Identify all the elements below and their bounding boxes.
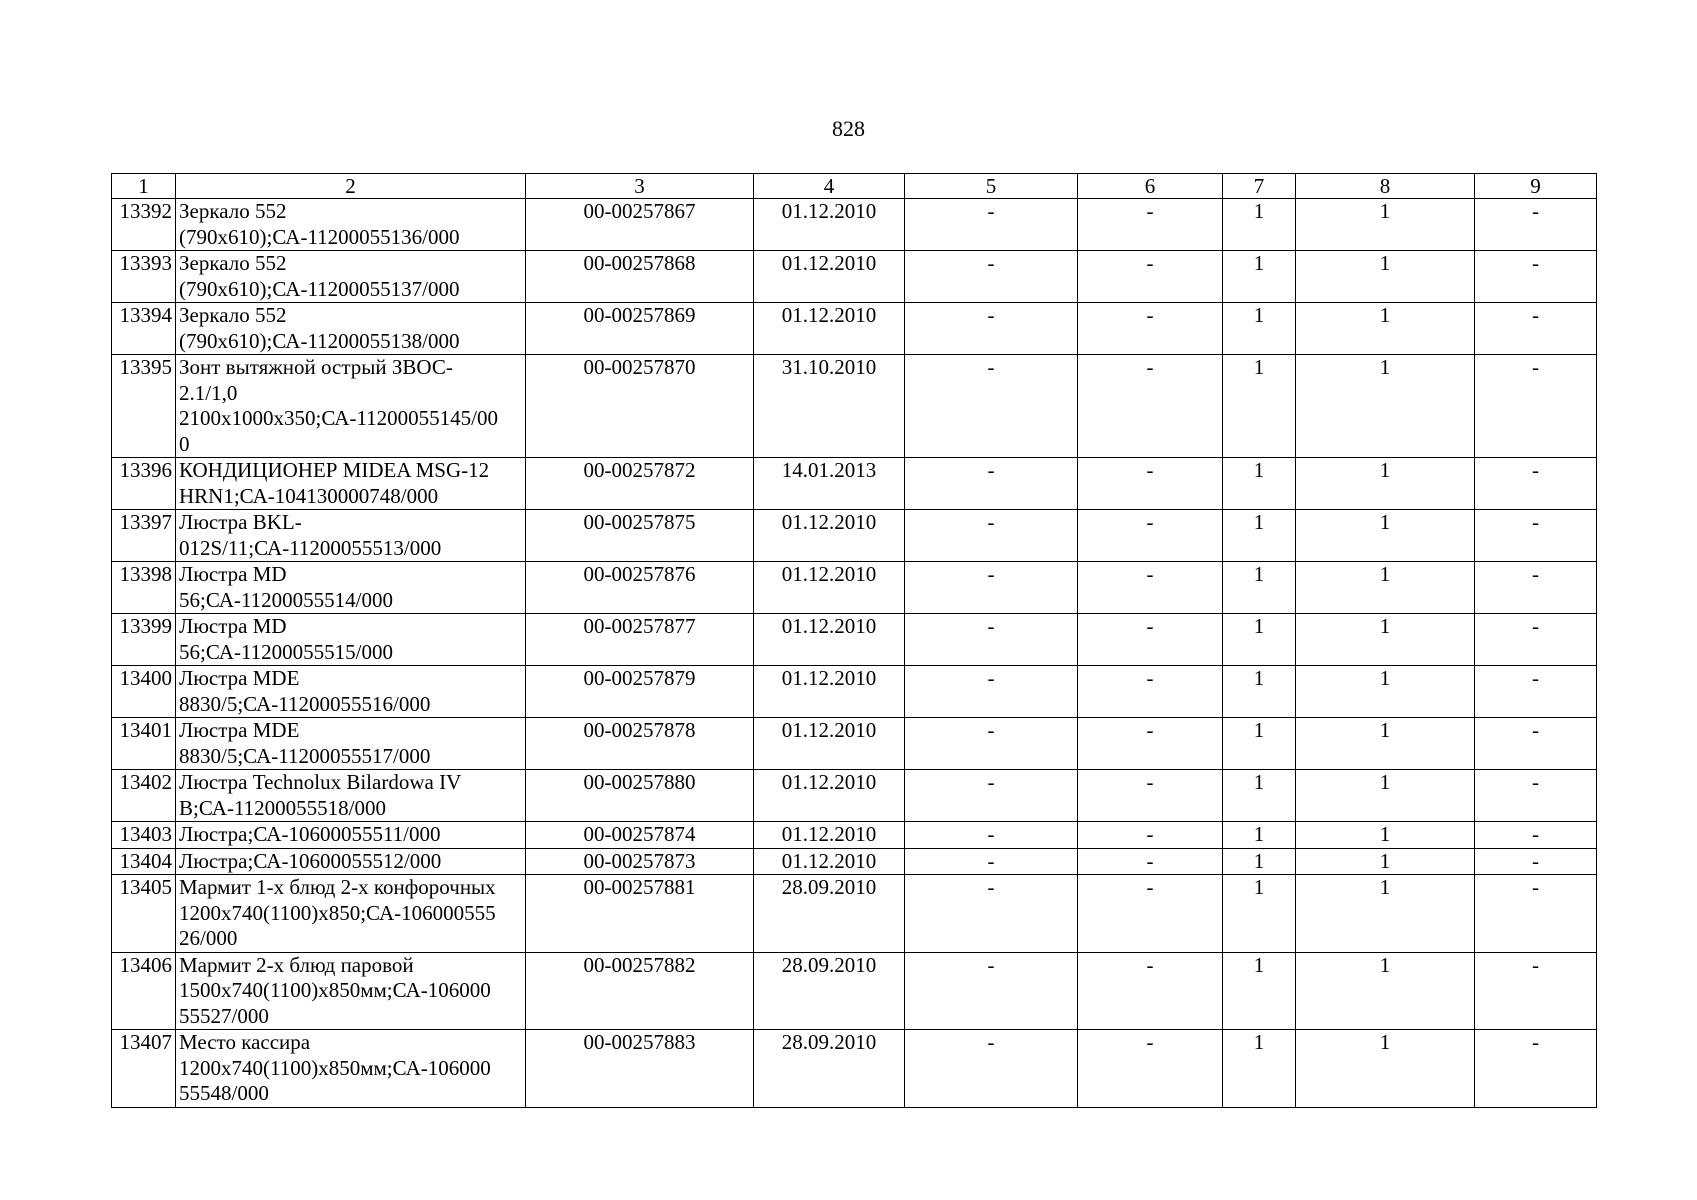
item-name-line: Люстра MD <box>179 614 287 638</box>
column-7-cell: 1 <box>1223 848 1296 875</box>
column-8-cell: 1 <box>1296 875 1475 953</box>
column-8-cell: 1 <box>1296 510 1475 562</box>
row-number: 13400 <box>112 666 176 718</box>
column-5-cell: - <box>905 822 1078 849</box>
inventory-code: 00-00257872 <box>526 458 754 510</box>
row-number: 13398 <box>112 562 176 614</box>
item-name-line: Люстра;СА-10600055512/000 <box>179 848 442 873</box>
column-9-cell: - <box>1475 1030 1597 1108</box>
date-cell: 28.09.2010 <box>754 1030 905 1108</box>
column-header: 5 <box>905 174 1078 199</box>
column-5-cell: - <box>905 1030 1078 1108</box>
table-row <box>112 614 1597 666</box>
column-6-cell: - <box>1078 251 1223 303</box>
item-name-line: 2100x1000x350;СА-11200055145/00 <box>179 406 499 430</box>
inventory-code: 00-00257875 <box>526 510 754 562</box>
column-8-cell: 1 <box>1296 458 1475 510</box>
column-7-cell: 1 <box>1223 199 1296 251</box>
column-9-cell: - <box>1475 614 1597 666</box>
column-5-cell: - <box>905 614 1078 666</box>
item-name-line: 8830/5;СА-11200055516/000 <box>179 691 431 716</box>
column-6-cell: - <box>1078 718 1223 770</box>
date-cell: 01.12.2010 <box>754 303 905 355</box>
column-7-cell: 1 <box>1223 355 1296 458</box>
column-7-cell: 1 <box>1223 875 1296 953</box>
item-name <box>176 875 526 953</box>
column-9-cell: - <box>1475 562 1597 614</box>
column-8-cell: 1 <box>1296 251 1475 303</box>
date-cell: 01.12.2010 <box>754 251 905 303</box>
column-5-cell: - <box>905 770 1078 822</box>
date-cell: 28.09.2010 <box>754 875 905 953</box>
column-8-cell: 1 <box>1296 562 1475 614</box>
column-5-cell: - <box>905 510 1078 562</box>
table-row <box>112 952 1597 1030</box>
column-number-row <box>112 174 1597 199</box>
row-number: 13404 <box>112 848 176 875</box>
inventory-code: 00-00257876 <box>526 562 754 614</box>
column-7-cell: 1 <box>1223 718 1296 770</box>
item-name-line: 55548/000 <box>179 1081 269 1105</box>
table-row <box>112 875 1597 953</box>
column-6-cell: - <box>1078 952 1223 1030</box>
inventory-code: 00-00257873 <box>526 848 754 875</box>
item-name-line: 0 <box>179 431 190 456</box>
column-6-cell: - <box>1078 510 1223 562</box>
inventory-code: 00-00257879 <box>526 666 754 718</box>
row-number: 13403 <box>112 822 176 849</box>
item-name-line: 8830/5;СА-11200055517/000 <box>179 743 431 768</box>
item-name-line: КОНДИЦИОНЕР MIDEA MSG-12 <box>179 458 490 482</box>
column-header: 3 <box>526 174 754 199</box>
item-name <box>176 355 526 458</box>
date-cell: 01.12.2010 <box>754 822 905 849</box>
inventory-code: 00-00257881 <box>526 875 754 953</box>
table-row <box>112 251 1597 303</box>
date-cell: 01.12.2010 <box>754 510 905 562</box>
row-number: 13396 <box>112 458 176 510</box>
column-6-cell: - <box>1078 848 1223 875</box>
item-name <box>176 458 526 510</box>
item-name-line: Люстра;СА-10600055511/000 <box>179 822 441 846</box>
column-7-cell: 1 <box>1223 822 1296 849</box>
column-8-cell: 1 <box>1296 848 1475 875</box>
column-8-cell: 1 <box>1296 770 1475 822</box>
item-name-line: Мармит 1-х блюд 2-х конфорочных <box>179 875 496 899</box>
column-7-cell: 1 <box>1223 952 1296 1030</box>
column-8-cell: 1 <box>1296 355 1475 458</box>
column-6-cell: - <box>1078 355 1223 458</box>
item-name-line: Люстра Technolux Bilardowa IV <box>179 770 462 794</box>
column-5-cell: - <box>905 199 1078 251</box>
inventory-code: 00-00257869 <box>526 303 754 355</box>
item-name-line: 56;СА-11200055515/000 <box>179 639 394 664</box>
row-number: 13401 <box>112 718 176 770</box>
row-number: 13407 <box>112 1030 176 1108</box>
date-cell: 14.01.2013 <box>754 458 905 510</box>
row-number: 13399 <box>112 614 176 666</box>
column-header: 1 <box>112 174 176 199</box>
item-name-line: Люстра MDE <box>179 666 300 690</box>
item-name-line: 55527/000 <box>179 1003 269 1028</box>
item-name <box>176 614 526 666</box>
item-name <box>176 562 526 614</box>
date-cell: 01.12.2010 <box>754 848 905 875</box>
item-name-line: (790x610);СА-11200055138/000 <box>179 328 460 353</box>
table-row <box>112 355 1597 458</box>
item-name-line: Зеркало 552 <box>179 303 287 327</box>
column-5-cell: - <box>905 848 1078 875</box>
item-name-line: (790x610);СА-11200055136/000 <box>179 224 460 249</box>
inventory-code: 00-00257883 <box>526 1030 754 1108</box>
inventory-code: 00-00257867 <box>526 199 754 251</box>
inventory-code: 00-00257870 <box>526 355 754 458</box>
column-7-cell: 1 <box>1223 614 1296 666</box>
table-row <box>112 199 1597 251</box>
item-name-line: B;СА-11200055518/000 <box>179 795 387 820</box>
column-5-cell: - <box>905 875 1078 953</box>
item-name-line: Зонт вытяжной острый ЗВОС- <box>179 355 453 379</box>
column-5-cell: - <box>905 458 1078 510</box>
column-5-cell: - <box>905 303 1078 355</box>
column-6-cell: - <box>1078 822 1223 849</box>
item-name-line: Место кассира <box>179 1030 311 1054</box>
column-header: 9 <box>1475 174 1597 199</box>
table-row <box>112 666 1597 718</box>
column-header: 4 <box>754 174 905 199</box>
column-5-cell: - <box>905 355 1078 458</box>
item-name <box>176 822 526 849</box>
table-row <box>112 303 1597 355</box>
column-header: 6 <box>1078 174 1223 199</box>
item-name <box>176 251 526 303</box>
table-body <box>112 199 1597 1108</box>
column-5-cell: - <box>905 718 1078 770</box>
column-6-cell: - <box>1078 666 1223 718</box>
date-cell: 01.12.2010 <box>754 199 905 251</box>
column-header: 8 <box>1296 174 1475 199</box>
column-9-cell: - <box>1475 822 1597 849</box>
column-6-cell: - <box>1078 303 1223 355</box>
inventory-code: 00-00257868 <box>526 251 754 303</box>
column-7-cell: 1 <box>1223 251 1296 303</box>
item-name-line: Мармит 2-х блюд паровой <box>179 952 414 977</box>
column-9-cell: - <box>1475 510 1597 562</box>
row-number: 13405 <box>112 875 176 953</box>
column-header: 2 <box>176 174 526 199</box>
column-5-cell: - <box>905 251 1078 303</box>
column-6-cell: - <box>1078 875 1223 953</box>
table-row <box>112 718 1597 770</box>
column-6-cell: - <box>1078 199 1223 251</box>
item-name <box>176 952 526 1030</box>
item-name-line: 1500x740(1100)x850мм;СА-106000 <box>179 978 491 1002</box>
column-6-cell: - <box>1078 1030 1223 1108</box>
inventory-code: 00-00257882 <box>526 952 754 1030</box>
column-9-cell: - <box>1475 875 1597 953</box>
column-header: 7 <box>1223 174 1296 199</box>
column-9-cell: - <box>1475 848 1597 875</box>
item-name <box>176 303 526 355</box>
item-name-line: Люстра BKL- <box>179 510 302 534</box>
item-name-line: Люстра MD <box>179 562 287 586</box>
date-cell: 01.12.2010 <box>754 614 905 666</box>
column-7-cell: 1 <box>1223 562 1296 614</box>
column-9-cell: - <box>1475 718 1597 770</box>
item-name-line: Зеркало 552 <box>179 251 287 275</box>
item-name <box>176 666 526 718</box>
inventory-code: 00-00257874 <box>526 822 754 849</box>
column-6-cell: - <box>1078 770 1223 822</box>
column-8-cell: 1 <box>1296 1030 1475 1108</box>
item-name-line: Зеркало 552 <box>179 199 287 223</box>
column-9-cell: - <box>1475 199 1597 251</box>
column-5-cell: - <box>905 562 1078 614</box>
item-name <box>176 770 526 822</box>
table-row <box>112 562 1597 614</box>
row-number: 13394 <box>112 303 176 355</box>
inventory-code: 00-00257880 <box>526 770 754 822</box>
row-number: 13402 <box>112 770 176 822</box>
row-number: 13393 <box>112 251 176 303</box>
column-7-cell: 1 <box>1223 770 1296 822</box>
column-8-cell: 1 <box>1296 614 1475 666</box>
table-row <box>112 510 1597 562</box>
date-cell: 01.12.2010 <box>754 562 905 614</box>
column-8-cell: 1 <box>1296 303 1475 355</box>
inventory-code: 00-00257877 <box>526 614 754 666</box>
item-name <box>176 718 526 770</box>
row-number: 13392 <box>112 199 176 251</box>
page-number: 828 <box>832 116 865 141</box>
date-cell: 31.10.2010 <box>754 355 905 458</box>
item-name <box>176 848 526 875</box>
column-6-cell: - <box>1078 562 1223 614</box>
row-number: 13406 <box>112 952 176 1030</box>
column-5-cell: - <box>905 666 1078 718</box>
column-9-cell: - <box>1475 666 1597 718</box>
item-name <box>176 199 526 251</box>
column-8-cell: 1 <box>1296 822 1475 849</box>
item-name-line: (790x610);СА-11200055137/000 <box>179 276 460 301</box>
inventory-code: 00-00257878 <box>526 718 754 770</box>
date-cell: 01.12.2010 <box>754 770 905 822</box>
column-9-cell: - <box>1475 952 1597 1030</box>
item-name <box>176 1030 526 1108</box>
item-name <box>176 510 526 562</box>
column-6-cell: - <box>1078 458 1223 510</box>
column-7-cell: 1 <box>1223 666 1296 718</box>
column-8-cell: 1 <box>1296 199 1475 251</box>
column-8-cell: 1 <box>1296 666 1475 718</box>
row-number: 13395 <box>112 355 176 458</box>
column-8-cell: 1 <box>1296 718 1475 770</box>
item-name-line: 012S/11;СА-11200055513/000 <box>179 535 442 560</box>
item-name-line: Люстра MDE <box>179 718 300 742</box>
date-cell: 01.12.2010 <box>754 718 905 770</box>
column-7-cell: 1 <box>1223 510 1296 562</box>
column-9-cell: - <box>1475 458 1597 510</box>
column-8-cell: 1 <box>1296 952 1475 1030</box>
date-cell: 28.09.2010 <box>754 952 905 1030</box>
item-name-line: 1200x740(1100)x850;СА-106000555 <box>179 900 496 925</box>
column-6-cell: - <box>1078 614 1223 666</box>
row-number: 13397 <box>112 510 176 562</box>
column-9-cell: - <box>1475 251 1597 303</box>
column-7-cell: 1 <box>1223 303 1296 355</box>
column-7-cell: 1 <box>1223 1030 1296 1108</box>
item-name-line: 1200x740(1100)x850мм;СА-106000 <box>179 1055 491 1080</box>
column-5-cell: - <box>905 952 1078 1030</box>
table-row <box>112 1030 1597 1108</box>
item-name-line: HRN1;СА-104130000748/000 <box>179 483 439 508</box>
table-row <box>112 848 1597 875</box>
table-row <box>112 458 1597 510</box>
column-9-cell: - <box>1475 770 1597 822</box>
asset-registry-table <box>111 173 1597 1108</box>
column-9-cell: - <box>1475 303 1597 355</box>
item-name-line: 2.1/1,0 <box>179 380 238 405</box>
column-9-cell: - <box>1475 355 1597 458</box>
table-row <box>112 770 1597 822</box>
date-cell: 01.12.2010 <box>754 666 905 718</box>
table-row <box>112 822 1597 849</box>
column-7-cell: 1 <box>1223 458 1296 510</box>
item-name-line: 26/000 <box>179 926 238 950</box>
item-name-line: 56;СА-11200055514/000 <box>179 587 394 612</box>
